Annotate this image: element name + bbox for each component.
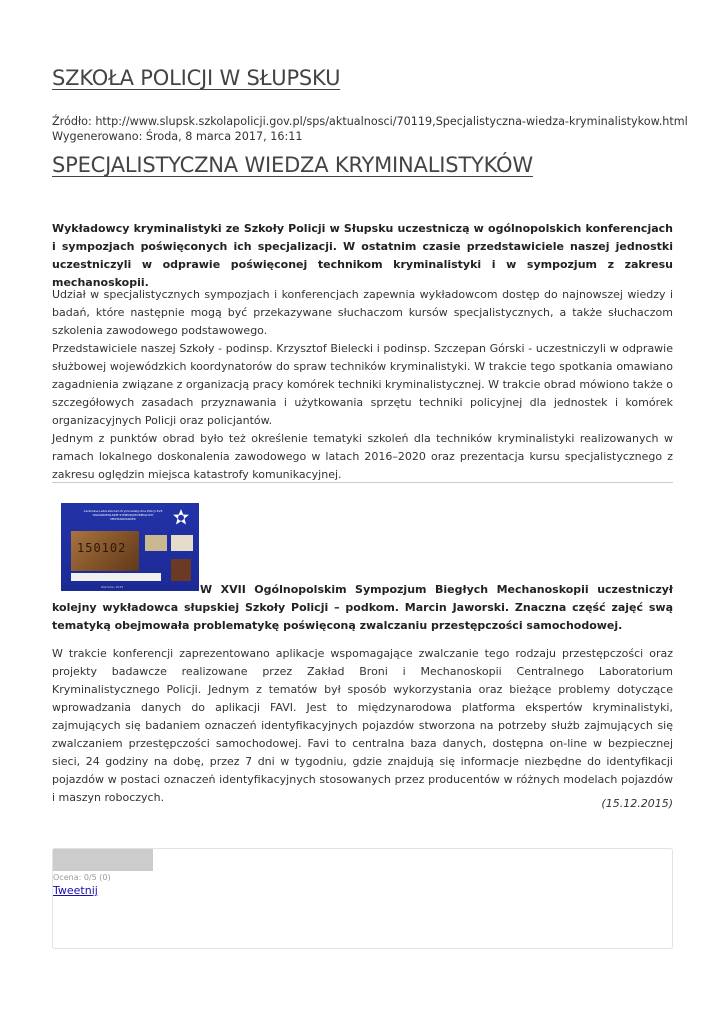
rating-stars[interactable] (53, 849, 153, 871)
paragraph: Przedstawiciele naszej Szkoły - podinsp. Krzysztof Bielecki i podinsp. Szczepan Górski - uczestniczyli w odprawie służbowej wojewódzkich koordynatorów do spraw techników kryminalistyki. W trakcie tego spotkania omawiano zagadnienia związane z organizacją pracy komórek techniki kryminalistycznej. W trakcie obrad mówiono także o szczegółowych zasadach przyznawania i użytkowania sprzętu techniki policyjnej dla jednostek i komórek organizacyjnych Policji oraz policjantów. (52, 342, 673, 427)
section-divider (52, 482, 673, 483)
paragraph: Udział w specjalistycznych sympozjach i konferencjach zapewnia wykładowcom dostęp do najnowszej wiedzy i badań, które następnie mogą być przekazywane słuchaczom kursów specjalistycznych, a także słuchaczom szkolenia zawodowego podstawowego. (52, 288, 673, 337)
photo-tile (171, 559, 191, 581)
photo-tile (145, 535, 167, 551)
article-body-2: W trakcie konferencji zaprezentowano aplikacje wspomagające zwalczanie tego rodzaju przestępczości oraz projekty badawcze realizowane przez Zakład Broni i Mechanoskopii Centralnego Laboratorium Kryminalistycznego Policji. Jednym z tematów był sposób wykorzystania oraz bieżące problemy dotyczące wprowadzania danych do aplikacji FAVI. Jest to międzynarodowa platforma ekspertów kryminalistyki, zajmujących się badaniem oznaczeń identyfikacyjnych pojazdów stworzona na potrzeby służb zajmujących się zwalczaniem przestępczości samochodowej. Favi to centralna baza danych, dostępna on-line w bezpiecznej sieci, 24 godziny na dobę, przez 7 dni w tygodniu, gdzie znajdują się informacje niezbędne do identyfikacji pojazdów w postaci oznaczeń identyfikacyjnych stosowanych przez producentów w różnych modelach pojazdów i maszyn roboczych. (52, 647, 673, 804)
plate-number: 150102 (77, 541, 127, 555)
symposium-photo (61, 503, 199, 591)
document-meta (52, 114, 688, 144)
article-date: (15.12.2015) (601, 797, 673, 810)
article-lead-2: W XVII Ogólnopolskim Sympozjum Biegłych Mechanoskopii uczestniczył kolejny wykładowca słupskiej Szkoły Policji – podkom. Marcin Jaworski. Znaczna część zajęć swą tematyką obejmowała problematykę poświęconą zwalczaniu przestępczości samochodowej. (52, 583, 673, 632)
rating-box (52, 848, 673, 949)
photo-ruler (71, 573, 161, 581)
photo-caption: Centralne Laboratorium Kryminalistyczne Policji XVII OGÓLNOPOLSKIE SYMPOZJUM BIEGŁYCH MECHANOSKOPII (83, 509, 163, 521)
rating-label: Ocena: 0/5 (0) (53, 873, 111, 882)
police-star-icon (171, 508, 191, 528)
tweet-link[interactable]: Tweetnij (53, 884, 98, 897)
source-url: Źródło: http://www.slupsk.szkolapolicji.gov.pl/sps/aktualnosci/70119,Specjalistyczna-wiedza-kryminalistykow.html (52, 115, 688, 128)
article-lead: Wykładowcy kryminalistyki ze Szkoły Policji w Słupsku uczestniczą w ogólnopolskich konferencjach i sympozjach poświęconych ich specjalizacji. W ostatnim czasie przedstawiciele naszej jednostki uczestniczyli w odprawie poświęconej technikom kryminalistyki i w sympozjum z zakresu mechanoskopii. (52, 222, 673, 289)
article-title: SPECJALISTYCZNA WIEDZA KRYMINALISTYKÓW (52, 153, 533, 177)
article-body-1 (52, 286, 673, 484)
generated-date: Wygenerowano: Środa, 8 marca 2017, 16:11 (52, 130, 303, 143)
photo-tile (171, 535, 193, 551)
photo-sign: Zakrzów, 2015 (101, 585, 124, 589)
engraved-plate (71, 531, 139, 571)
paragraph: Jednym z punktów obrad było też określenie tematyki szkoleń dla techników kryminalistyki realizowanych w ramach lokalnego doskonalenia zawodowego w latach 2016–2020 oraz prezentacja kursu specjalistycznego z zakresu oględzin miejsca katastrofy komunikacyjnej. (52, 432, 673, 481)
site-title: SZKOŁA POLICJI W SŁUPSKU (52, 66, 341, 90)
